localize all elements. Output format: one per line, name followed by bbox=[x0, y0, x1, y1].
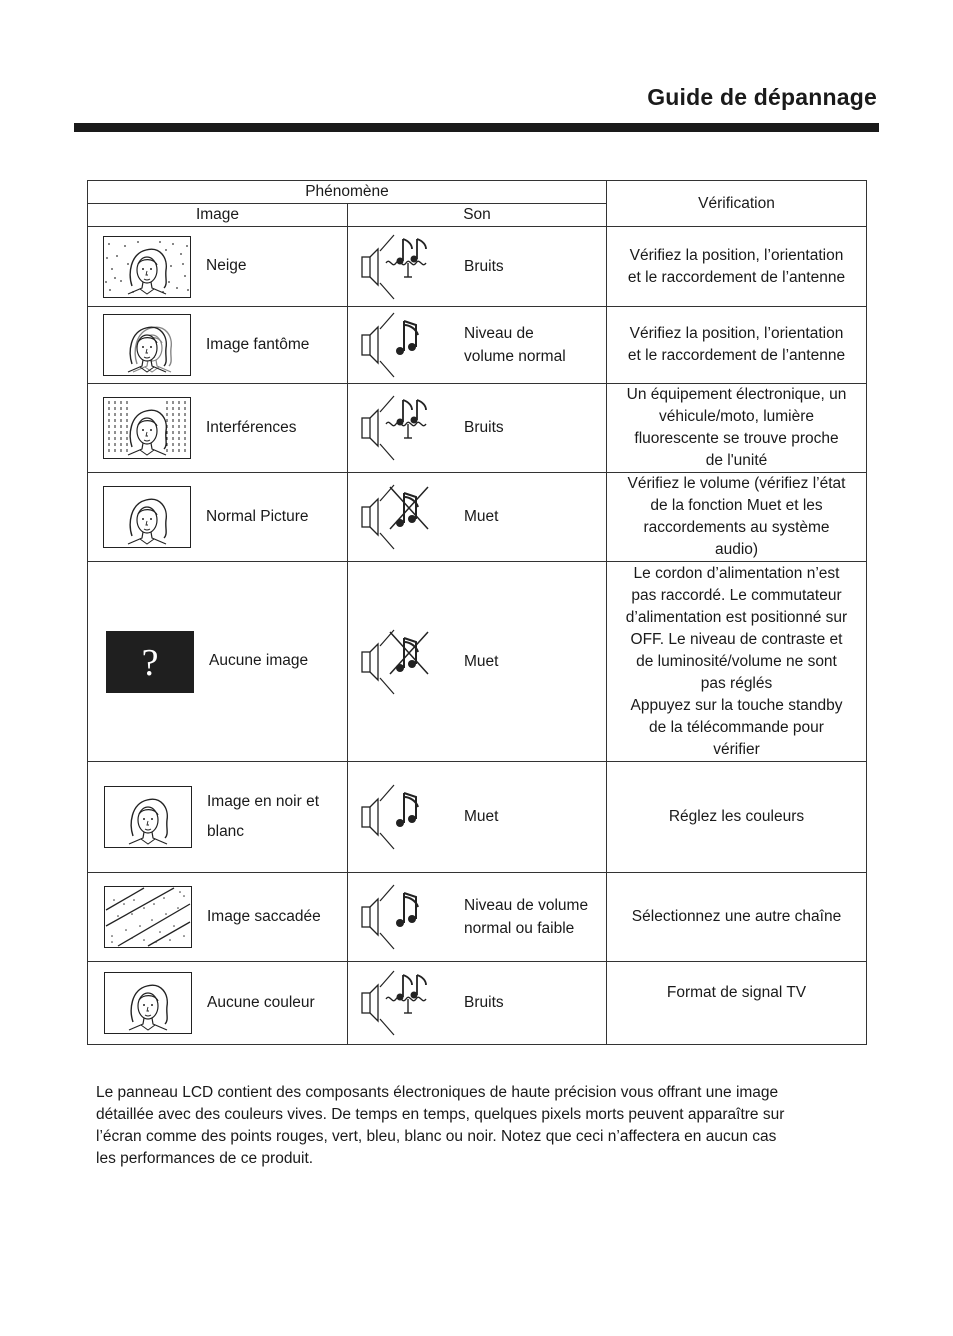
image-label: Aucune couleur bbox=[207, 993, 315, 1011]
header-phenomene: Phénomène bbox=[88, 181, 607, 204]
image-cell bbox=[88, 762, 348, 873]
table-row bbox=[88, 384, 867, 473]
table-row bbox=[88, 873, 867, 962]
table-header-row bbox=[88, 181, 867, 204]
son-label: Niveau de volume normal ou faible bbox=[464, 896, 589, 937]
son-label: Muet bbox=[464, 808, 499, 826]
table-row bbox=[88, 562, 867, 762]
table-row bbox=[88, 227, 867, 307]
verification-cell: Sélectionnez une autre chaîne bbox=[607, 873, 867, 962]
son-label: Muet bbox=[464, 652, 499, 670]
image-cell bbox=[88, 873, 348, 962]
verification-cell: Vérifiez le volume (vérifiez l’état de la fonction Muet et les raccordements au système audio) bbox=[607, 473, 867, 562]
table-row bbox=[88, 762, 867, 873]
son-label: Muet bbox=[464, 508, 499, 526]
son-label: Bruits bbox=[464, 994, 504, 1012]
header-verification: Vérification bbox=[607, 181, 867, 227]
speaker-noise-icon bbox=[356, 965, 442, 1041]
image-cell bbox=[88, 473, 348, 562]
header-image: Image bbox=[88, 204, 348, 227]
image-label: Interférences bbox=[206, 418, 297, 436]
son-cell bbox=[348, 762, 607, 873]
son-cell bbox=[348, 962, 607, 1045]
jerky-screen-icon bbox=[104, 886, 192, 948]
verification-cell: Réglez les couleurs bbox=[607, 762, 867, 873]
son-cell bbox=[348, 473, 607, 562]
table-row bbox=[88, 962, 867, 1045]
son-cell bbox=[348, 227, 607, 307]
table-row bbox=[88, 473, 867, 562]
snow-screen-icon bbox=[103, 236, 191, 298]
verification-cell: Format de signal TV bbox=[607, 962, 867, 1045]
son-label: Bruits bbox=[464, 257, 504, 275]
image-label: Image en noir et blanc bbox=[207, 793, 320, 840]
image-cell bbox=[88, 384, 348, 473]
son-cell bbox=[348, 307, 607, 384]
image-cell bbox=[88, 227, 348, 307]
verification-cell: Un équipement électronique, un véhicule/moto, lumière fluorescente se trouve proche de l'unité bbox=[607, 384, 867, 473]
image-label: Aucune image bbox=[209, 652, 309, 670]
son-cell bbox=[348, 562, 607, 762]
header-son: Son bbox=[348, 204, 607, 227]
son-label: Niveau de volume normal bbox=[464, 324, 566, 365]
page-title: Guide de dépannage bbox=[647, 84, 877, 110]
ghost-screen-icon bbox=[103, 314, 191, 376]
image-label: Image saccadée bbox=[207, 907, 321, 925]
title-rule bbox=[74, 123, 879, 132]
question-mark-glyph: ? bbox=[141, 641, 159, 684]
speaker-note-icon bbox=[356, 779, 442, 855]
speaker-note-icon bbox=[356, 307, 442, 383]
son-label: Bruits bbox=[464, 419, 504, 437]
image-label: Neige bbox=[206, 257, 247, 275]
speaker-mute-icon bbox=[356, 479, 442, 555]
image-cell bbox=[88, 307, 348, 384]
table-row bbox=[88, 307, 867, 384]
speaker-mute-icon bbox=[356, 624, 442, 700]
speaker-noise-icon bbox=[356, 390, 442, 466]
speaker-noise-icon bbox=[356, 229, 442, 305]
son-cell bbox=[348, 384, 607, 473]
no-color-screen-icon bbox=[104, 972, 192, 1034]
footnote-paragraph: Le panneau LCD contient des composants électroniques de haute précision vous offrant une image détaillée avec des couleurs vives. De temps en temps, quelques pixels morts peuvent apparaître sur l’écran comme des points rouges, vert, bleu, blanc ou noir. Notez que ceci n’affectera en aucun cas les performances de ce produit. bbox=[96, 1084, 785, 1167]
image-cell bbox=[88, 962, 348, 1045]
bw-screen-icon bbox=[104, 786, 192, 848]
interference-screen-icon bbox=[103, 397, 191, 459]
speaker-note-icon bbox=[356, 879, 442, 955]
verification-cell: Le cordon d’alimentation n’est pas raccordé. Le commutateur d’alimentation est positionné sur OFF. Le niveau de contraste et de luminosité/volume ne sont pas réglés Appuyez sur la touche standby de la télécommande pour vérifier bbox=[607, 562, 867, 762]
son-cell bbox=[348, 873, 607, 962]
verification-cell: Vérifiez la position, l’orientation et le raccordement de l’antenne bbox=[607, 227, 867, 307]
image-label: Normal Picture bbox=[206, 507, 309, 525]
image-label: Image fantôme bbox=[206, 335, 310, 353]
verification-cell: Vérifiez la position, l’orientation et le raccordement de l’antenne bbox=[607, 307, 867, 384]
no-image-screen-icon bbox=[106, 631, 194, 693]
image-cell bbox=[88, 562, 348, 762]
normal-screen-icon bbox=[103, 486, 191, 548]
troubleshooting-table bbox=[87, 180, 867, 1045]
